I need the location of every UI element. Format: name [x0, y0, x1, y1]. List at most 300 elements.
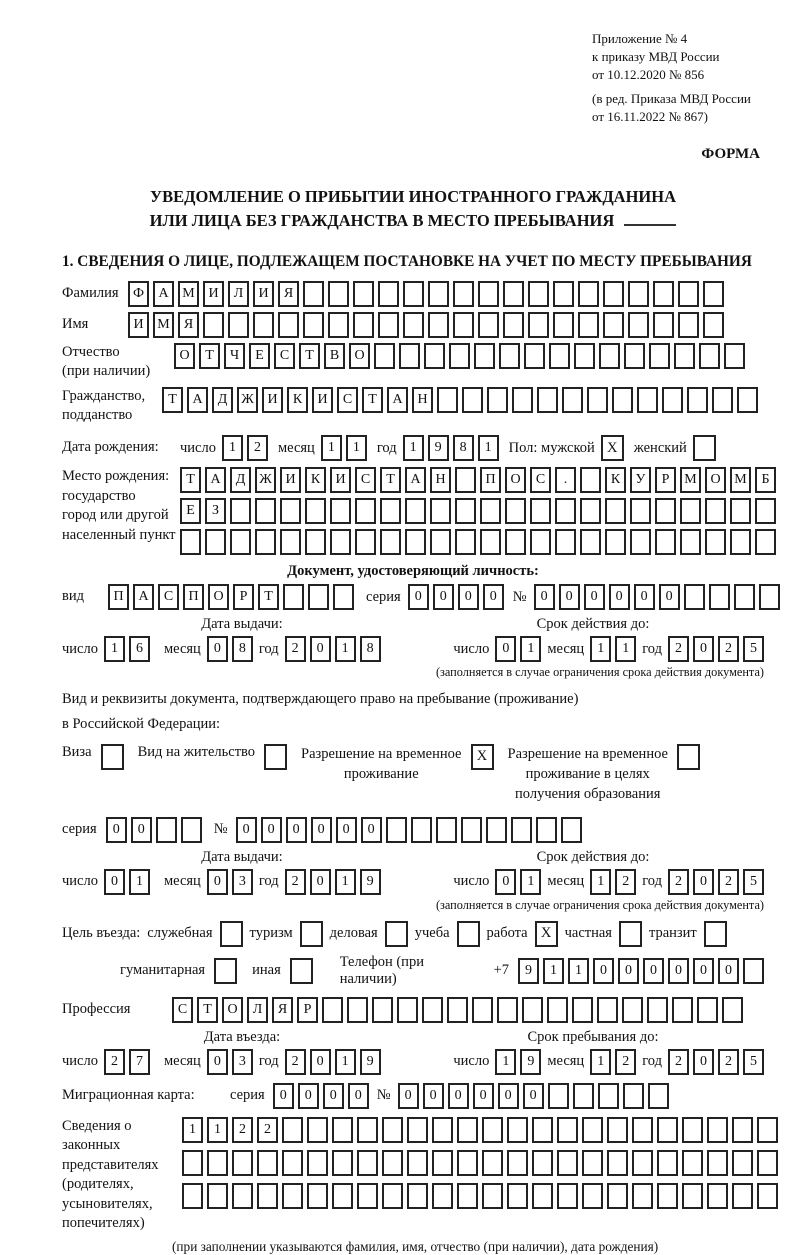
char-cell[interactable]: 0 [618, 958, 639, 984]
char-cell[interactable]: 0 [207, 1049, 228, 1075]
char-cell[interactable] [432, 1150, 453, 1176]
char-cell[interactable] [353, 281, 374, 307]
char-cell[interactable] [734, 584, 755, 610]
char-cell[interactable]: 8 [453, 435, 474, 461]
char-cell[interactable] [632, 1183, 653, 1209]
char-cell[interactable] [524, 343, 545, 369]
char-cell[interactable] [428, 312, 449, 338]
char-cell[interactable]: 0 [310, 1049, 331, 1075]
char-cell[interactable] [457, 1117, 478, 1143]
char-cell[interactable] [180, 529, 201, 555]
char-cell[interactable] [372, 997, 393, 1023]
char-cell[interactable] [628, 281, 649, 307]
char-cell[interactable] [505, 529, 526, 555]
char-cell[interactable] [449, 343, 470, 369]
char-cell[interactable] [707, 1183, 728, 1209]
char-cell[interactable] [280, 529, 301, 555]
char-cell[interactable] [632, 1150, 653, 1176]
char-cell[interactable]: О [349, 343, 370, 369]
char-cell[interactable]: 0 [423, 1083, 444, 1109]
char-cell[interactable] [503, 312, 524, 338]
char-cell[interactable] [486, 817, 507, 843]
temporary-residence-checkbox[interactable]: X [471, 744, 494, 770]
char-cell[interactable] [707, 1117, 728, 1143]
char-cell[interactable]: 1 [478, 435, 499, 461]
char-cell[interactable] [624, 343, 645, 369]
char-cell[interactable]: 2 [615, 869, 636, 895]
char-cell[interactable]: 0 [207, 636, 228, 662]
char-cell[interactable]: 1 [335, 869, 356, 895]
char-cell[interactable]: Ч [224, 343, 245, 369]
char-cell[interactable] [555, 529, 576, 555]
char-cell[interactable]: 0 [361, 817, 382, 843]
char-cell[interactable] [757, 1183, 778, 1209]
char-cell[interactable] [582, 1150, 603, 1176]
char-cell[interactable]: 0 [659, 584, 680, 610]
char-cell[interactable]: И [312, 387, 333, 413]
char-cell[interactable] [699, 343, 720, 369]
char-cell[interactable]: Т [180, 467, 201, 493]
char-cell[interactable] [322, 997, 343, 1023]
char-cell[interactable] [282, 1183, 303, 1209]
char-cell[interactable] [228, 312, 249, 338]
char-cell[interactable] [399, 343, 420, 369]
char-cell[interactable] [637, 387, 658, 413]
char-cell[interactable] [474, 343, 495, 369]
char-cell[interactable]: Л [228, 281, 249, 307]
char-cell[interactable]: Р [297, 997, 318, 1023]
char-cell[interactable] [578, 312, 599, 338]
char-cell[interactable]: 0 [408, 584, 429, 610]
char-cell[interactable] [380, 498, 401, 524]
char-cell[interactable] [253, 312, 274, 338]
char-cell[interactable] [630, 529, 651, 555]
char-cell[interactable] [607, 1150, 628, 1176]
char-cell[interactable] [709, 584, 730, 610]
char-cell[interactable] [407, 1117, 428, 1143]
char-cell[interactable] [305, 529, 326, 555]
char-cell[interactable] [757, 1150, 778, 1176]
char-cell[interactable]: 0 [286, 817, 307, 843]
purpose-other-checkbox[interactable] [290, 958, 313, 984]
char-cell[interactable] [599, 343, 620, 369]
char-cell[interactable] [580, 467, 601, 493]
char-cell[interactable] [374, 343, 395, 369]
char-cell[interactable] [307, 1183, 328, 1209]
char-cell[interactable] [330, 529, 351, 555]
char-cell[interactable] [530, 529, 551, 555]
char-cell[interactable] [403, 312, 424, 338]
char-cell[interactable] [653, 281, 674, 307]
char-cell[interactable] [657, 1117, 678, 1143]
char-cell[interactable]: Е [249, 343, 270, 369]
char-cell[interactable]: 0 [348, 1083, 369, 1109]
char-cell[interactable] [282, 1117, 303, 1143]
char-cell[interactable]: 0 [310, 869, 331, 895]
char-cell[interactable] [722, 997, 743, 1023]
char-cell[interactable]: Р [233, 584, 254, 610]
char-cell[interactable]: 2 [718, 636, 739, 662]
char-cell[interactable] [655, 529, 676, 555]
char-cell[interactable] [283, 584, 304, 610]
char-cell[interactable] [307, 1117, 328, 1143]
char-cell[interactable] [457, 1183, 478, 1209]
char-cell[interactable]: 0 [693, 636, 714, 662]
char-cell[interactable] [357, 1183, 378, 1209]
char-cell[interactable]: Е [180, 498, 201, 524]
char-cell[interactable]: И [262, 387, 283, 413]
char-cell[interactable] [573, 1083, 594, 1109]
char-cell[interactable] [622, 997, 643, 1023]
char-cell[interactable]: И [330, 467, 351, 493]
char-cell[interactable]: 1 [321, 435, 342, 461]
char-cell[interactable]: 0 [336, 817, 357, 843]
char-cell[interactable]: Ж [237, 387, 258, 413]
char-cell[interactable] [278, 312, 299, 338]
char-cell[interactable] [530, 498, 551, 524]
char-cell[interactable] [597, 997, 618, 1023]
char-cell[interactable]: С [530, 467, 551, 493]
char-cell[interactable] [332, 1117, 353, 1143]
char-cell[interactable] [572, 997, 593, 1023]
char-cell[interactable] [705, 529, 726, 555]
char-cell[interactable]: 2 [668, 636, 689, 662]
char-cell[interactable]: 2 [285, 636, 306, 662]
char-cell[interactable] [232, 1150, 253, 1176]
char-cell[interactable]: А [133, 584, 154, 610]
purpose-study-checkbox[interactable] [457, 921, 480, 947]
char-cell[interactable]: А [387, 387, 408, 413]
char-cell[interactable]: 5 [743, 636, 764, 662]
char-cell[interactable]: 0 [609, 584, 630, 610]
char-cell[interactable] [405, 529, 426, 555]
char-cell[interactable] [382, 1117, 403, 1143]
char-cell[interactable] [562, 387, 583, 413]
char-cell[interactable] [582, 1183, 603, 1209]
char-cell[interactable] [382, 1183, 403, 1209]
char-cell[interactable]: 3 [232, 869, 253, 895]
char-cell[interactable] [432, 1117, 453, 1143]
char-cell[interactable] [182, 1183, 203, 1209]
char-cell[interactable] [453, 312, 474, 338]
char-cell[interactable] [580, 529, 601, 555]
char-cell[interactable] [403, 281, 424, 307]
char-cell[interactable] [657, 1183, 678, 1209]
char-cell[interactable] [407, 1150, 428, 1176]
char-cell[interactable]: 5 [743, 869, 764, 895]
char-cell[interactable] [303, 281, 324, 307]
char-cell[interactable] [528, 312, 549, 338]
char-cell[interactable] [757, 1117, 778, 1143]
purpose-business-checkbox[interactable] [385, 921, 408, 947]
char-cell[interactable] [424, 343, 445, 369]
char-cell[interactable]: 2 [247, 435, 268, 461]
char-cell[interactable]: 0 [398, 1083, 419, 1109]
char-cell[interactable] [482, 1150, 503, 1176]
char-cell[interactable]: 0 [634, 584, 655, 610]
char-cell[interactable]: Н [412, 387, 433, 413]
char-cell[interactable]: 2 [257, 1117, 278, 1143]
char-cell[interactable]: 1 [104, 636, 125, 662]
char-cell[interactable]: Ф [128, 281, 149, 307]
char-cell[interactable] [386, 817, 407, 843]
char-cell[interactable] [547, 997, 568, 1023]
char-cell[interactable]: Ж [255, 467, 276, 493]
char-cell[interactable] [662, 387, 683, 413]
female-checkbox[interactable] [693, 435, 716, 461]
char-cell[interactable]: Д [230, 467, 251, 493]
char-cell[interactable] [380, 529, 401, 555]
char-cell[interactable] [482, 1183, 503, 1209]
char-cell[interactable]: 0 [495, 869, 516, 895]
char-cell[interactable] [432, 1183, 453, 1209]
char-cell[interactable] [682, 1117, 703, 1143]
char-cell[interactable] [647, 997, 668, 1023]
char-cell[interactable]: 8 [360, 636, 381, 662]
char-cell[interactable]: Т [362, 387, 383, 413]
char-cell[interactable]: 0 [310, 636, 331, 662]
char-cell[interactable] [549, 343, 570, 369]
char-cell[interactable]: В [324, 343, 345, 369]
char-cell[interactable]: 0 [693, 958, 714, 984]
char-cell[interactable] [382, 1150, 403, 1176]
char-cell[interactable] [255, 529, 276, 555]
char-cell[interactable] [580, 498, 601, 524]
char-cell[interactable] [680, 529, 701, 555]
char-cell[interactable] [703, 281, 724, 307]
char-cell[interactable]: 0 [593, 958, 614, 984]
char-cell[interactable] [482, 1117, 503, 1143]
char-cell[interactable] [707, 1150, 728, 1176]
char-cell[interactable]: 0 [584, 584, 605, 610]
char-cell[interactable] [657, 1150, 678, 1176]
char-cell[interactable]: 1 [182, 1117, 203, 1143]
char-cell[interactable] [472, 997, 493, 1023]
char-cell[interactable]: 0 [693, 869, 714, 895]
char-cell[interactable]: 0 [104, 869, 125, 895]
char-cell[interactable]: З [205, 498, 226, 524]
char-cell[interactable] [230, 529, 251, 555]
char-cell[interactable]: Я [278, 281, 299, 307]
char-cell[interactable] [548, 1083, 569, 1109]
purpose-work-checkbox[interactable]: X [535, 921, 558, 947]
char-cell[interactable]: Т [199, 343, 220, 369]
char-cell[interactable]: 0 [273, 1083, 294, 1109]
char-cell[interactable] [755, 529, 776, 555]
char-cell[interactable]: С [158, 584, 179, 610]
char-cell[interactable] [557, 1117, 578, 1143]
char-cell[interactable]: 2 [104, 1049, 125, 1075]
char-cell[interactable]: П [108, 584, 129, 610]
char-cell[interactable] [623, 1083, 644, 1109]
char-cell[interactable]: 0 [298, 1083, 319, 1109]
char-cell[interactable]: 0 [495, 636, 516, 662]
char-cell[interactable] [328, 312, 349, 338]
male-checkbox[interactable]: X [601, 435, 624, 461]
char-cell[interactable] [612, 387, 633, 413]
char-cell[interactable]: О [222, 997, 243, 1023]
char-cell[interactable]: 0 [458, 584, 479, 610]
char-cell[interactable] [743, 958, 764, 984]
char-cell[interactable] [328, 281, 349, 307]
char-cell[interactable] [478, 281, 499, 307]
char-cell[interactable] [512, 387, 533, 413]
char-cell[interactable] [305, 498, 326, 524]
char-cell[interactable]: 1 [590, 1049, 611, 1075]
char-cell[interactable]: 2 [668, 1049, 689, 1075]
purpose-tourism-checkbox[interactable] [300, 921, 323, 947]
char-cell[interactable] [455, 467, 476, 493]
char-cell[interactable]: 9 [360, 1049, 381, 1075]
char-cell[interactable]: М [178, 281, 199, 307]
char-cell[interactable] [674, 343, 695, 369]
char-cell[interactable] [487, 387, 508, 413]
char-cell[interactable]: А [187, 387, 208, 413]
char-cell[interactable]: 0 [236, 817, 257, 843]
char-cell[interactable] [397, 997, 418, 1023]
char-cell[interactable] [480, 498, 501, 524]
char-cell[interactable]: А [153, 281, 174, 307]
char-cell[interactable] [703, 312, 724, 338]
char-cell[interactable] [532, 1183, 553, 1209]
char-cell[interactable] [457, 1150, 478, 1176]
char-cell[interactable]: 5 [743, 1049, 764, 1075]
char-cell[interactable] [678, 312, 699, 338]
char-cell[interactable] [603, 281, 624, 307]
char-cell[interactable] [355, 529, 376, 555]
char-cell[interactable] [230, 498, 251, 524]
char-cell[interactable] [303, 312, 324, 338]
char-cell[interactable]: 1 [615, 636, 636, 662]
char-cell[interactable]: 1 [590, 636, 611, 662]
char-cell[interactable] [207, 1150, 228, 1176]
char-cell[interactable] [182, 1150, 203, 1176]
char-cell[interactable]: 0 [433, 584, 454, 610]
char-cell[interactable] [357, 1117, 378, 1143]
char-cell[interactable]: П [183, 584, 204, 610]
char-cell[interactable] [555, 498, 576, 524]
char-cell[interactable]: 9 [520, 1049, 541, 1075]
char-cell[interactable]: 1 [520, 636, 541, 662]
char-cell[interactable] [280, 498, 301, 524]
char-cell[interactable]: О [174, 343, 195, 369]
char-cell[interactable]: С [337, 387, 358, 413]
char-cell[interactable]: 0 [448, 1083, 469, 1109]
char-cell[interactable] [430, 498, 451, 524]
char-cell[interactable]: 0 [311, 817, 332, 843]
char-cell[interactable]: Т [197, 997, 218, 1023]
char-cell[interactable]: Т [380, 467, 401, 493]
char-cell[interactable] [357, 1150, 378, 1176]
char-cell[interactable] [453, 281, 474, 307]
char-cell[interactable]: Я [178, 312, 199, 338]
char-cell[interactable]: 8 [232, 636, 253, 662]
char-cell[interactable] [480, 529, 501, 555]
char-cell[interactable] [737, 387, 758, 413]
char-cell[interactable] [347, 997, 368, 1023]
char-cell[interactable] [507, 1150, 528, 1176]
char-cell[interactable] [678, 281, 699, 307]
char-cell[interactable]: М [153, 312, 174, 338]
education-residence-checkbox[interactable] [677, 744, 700, 770]
char-cell[interactable]: 0 [207, 869, 228, 895]
char-cell[interactable]: Т [299, 343, 320, 369]
char-cell[interactable]: Д [212, 387, 233, 413]
char-cell[interactable]: 2 [232, 1117, 253, 1143]
char-cell[interactable]: 2 [718, 869, 739, 895]
char-cell[interactable] [499, 343, 520, 369]
char-cell[interactable] [205, 529, 226, 555]
char-cell[interactable]: 1 [403, 435, 424, 461]
char-cell[interactable] [653, 312, 674, 338]
char-cell[interactable] [603, 312, 624, 338]
char-cell[interactable]: 0 [106, 817, 127, 843]
char-cell[interactable] [353, 312, 374, 338]
char-cell[interactable] [574, 343, 595, 369]
char-cell[interactable] [587, 387, 608, 413]
purpose-humanitarian-checkbox[interactable] [214, 958, 237, 984]
char-cell[interactable]: Б [755, 467, 776, 493]
char-cell[interactable] [561, 817, 582, 843]
char-cell[interactable] [553, 312, 574, 338]
char-cell[interactable]: 0 [323, 1083, 344, 1109]
char-cell[interactable] [503, 281, 524, 307]
char-cell[interactable] [648, 1083, 669, 1109]
char-cell[interactable]: 0 [668, 958, 689, 984]
char-cell[interactable] [528, 281, 549, 307]
char-cell[interactable]: 1 [335, 636, 356, 662]
char-cell[interactable] [333, 584, 354, 610]
char-cell[interactable] [732, 1117, 753, 1143]
char-cell[interactable] [536, 817, 557, 843]
char-cell[interactable]: 9 [518, 958, 539, 984]
char-cell[interactable] [705, 498, 726, 524]
char-cell[interactable] [607, 1183, 628, 1209]
char-cell[interactable] [630, 498, 651, 524]
char-cell[interactable] [207, 1183, 228, 1209]
char-cell[interactable]: 2 [718, 1049, 739, 1075]
char-cell[interactable]: . [555, 467, 576, 493]
char-cell[interactable] [532, 1150, 553, 1176]
char-cell[interactable]: С [274, 343, 295, 369]
char-cell[interactable] [578, 281, 599, 307]
char-cell[interactable] [447, 997, 468, 1023]
char-cell[interactable]: 6 [129, 636, 150, 662]
char-cell[interactable] [730, 529, 751, 555]
char-cell[interactable] [232, 1183, 253, 1209]
char-cell[interactable] [682, 1150, 703, 1176]
char-cell[interactable]: И [128, 312, 149, 338]
char-cell[interactable]: О [705, 467, 726, 493]
char-cell[interactable]: 1 [335, 1049, 356, 1075]
char-cell[interactable]: М [730, 467, 751, 493]
char-cell[interactable]: К [305, 467, 326, 493]
char-cell[interactable] [682, 1183, 703, 1209]
char-cell[interactable] [257, 1183, 278, 1209]
residence-permit-checkbox[interactable] [264, 744, 287, 770]
char-cell[interactable] [605, 529, 626, 555]
char-cell[interactable]: И [203, 281, 224, 307]
char-cell[interactable] [607, 1117, 628, 1143]
char-cell[interactable] [507, 1117, 528, 1143]
char-cell[interactable] [307, 1150, 328, 1176]
char-cell[interactable]: 0 [523, 1083, 544, 1109]
char-cell[interactable] [203, 312, 224, 338]
char-cell[interactable] [759, 584, 780, 610]
char-cell[interactable] [332, 1183, 353, 1209]
char-cell[interactable]: 1 [543, 958, 564, 984]
char-cell[interactable] [680, 498, 701, 524]
